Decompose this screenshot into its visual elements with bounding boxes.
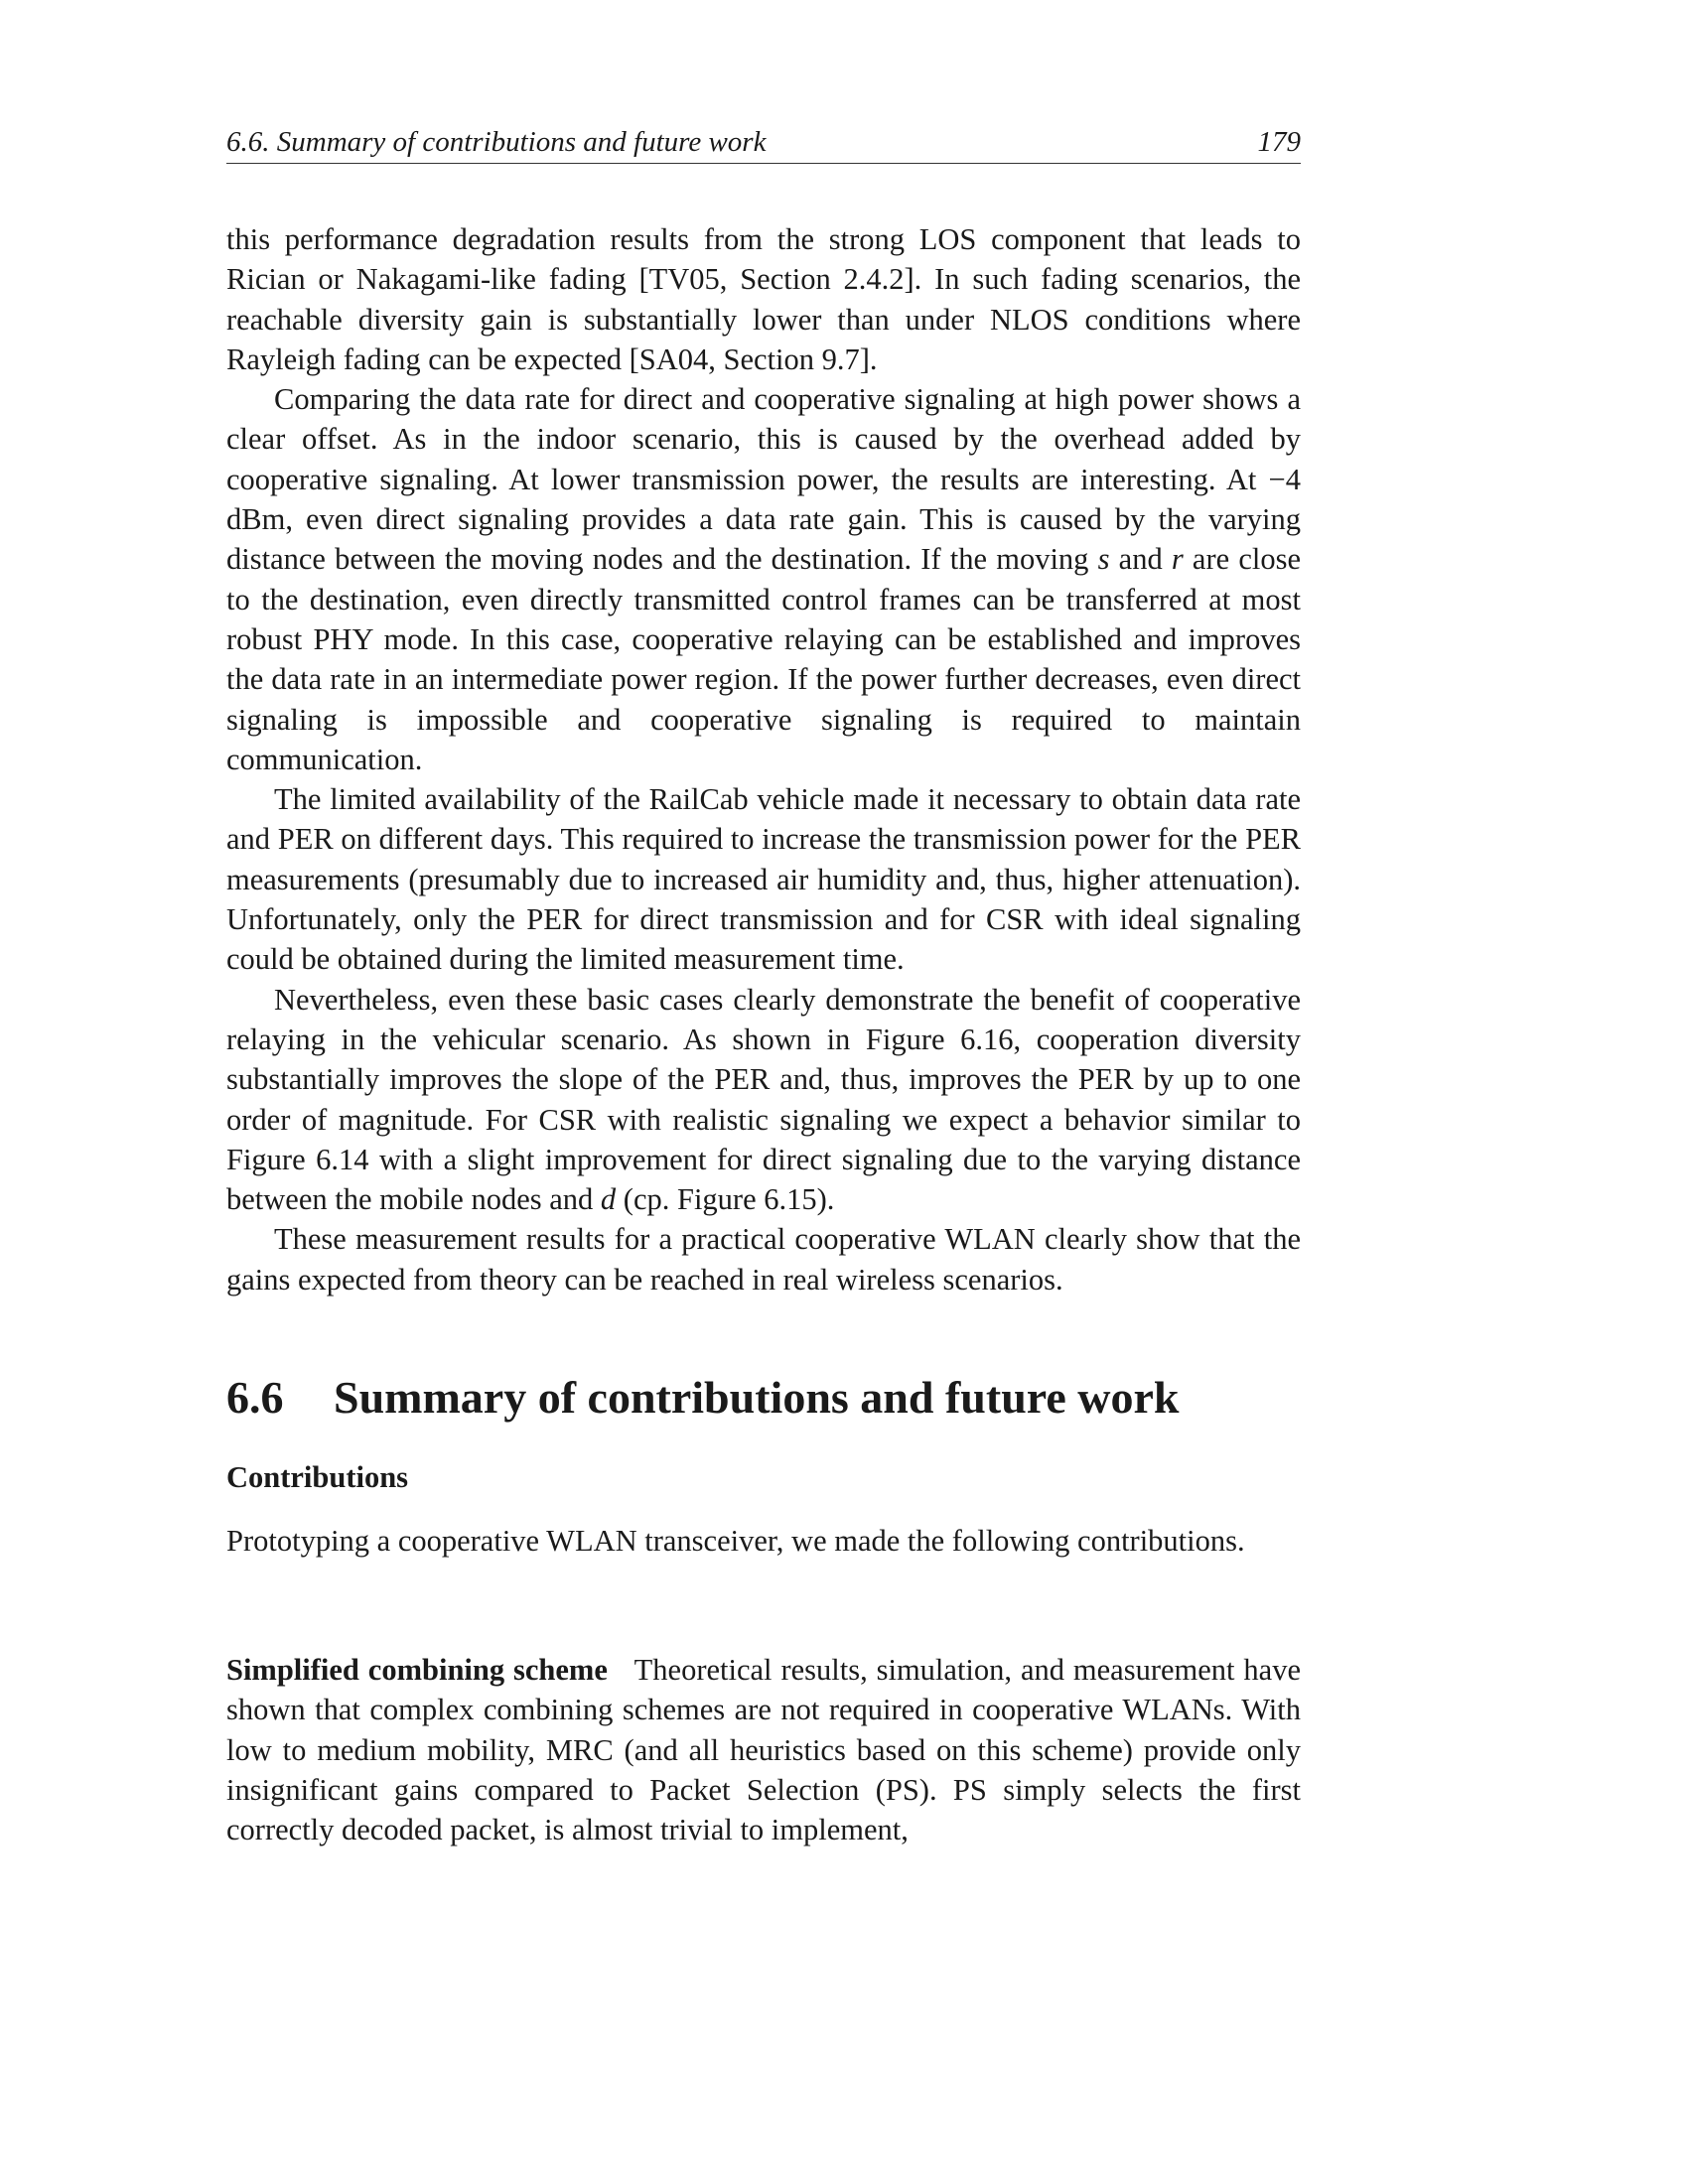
paragraph-1: this performance degradation results from the strong LOS component that leads to Rician or Nakagami-like fading [TV05, Section 2.4.2]. In such fading scenarios, the reachable diversity gain is substantially lower than under NLOS conditions where Rayleigh fading can be expected [SA04, Section 9.7].	[226, 222, 1301, 376]
contributions-heading: Contributions	[226, 1460, 409, 1494]
section-title: Summary of contributions and future work	[334, 1372, 1180, 1423]
body-text-block	[226, 219, 1301, 1299]
page-number: 179	[1257, 126, 1301, 158]
contribution-item-1	[226, 1650, 1301, 1849]
contribution-item-1-label: Simplified combining scheme	[226, 1653, 608, 1687]
running-header-title: 6.6. Summary of contributions and future work	[226, 126, 767, 158]
paragraph-5: These measurement results for a practical cooperative WLAN clearly show that the gains expected from theory can be reached in real wireless scenarios.	[226, 1222, 1301, 1297]
running-header	[226, 125, 1301, 159]
paragraph-4: Nevertheless, even these basic cases clearly demonstrate the benefit of cooperative relaying in the vehicular scenario. As shown in Figure 6.16, cooperation diversity substantially improves the slope of the PER and, thus, improves the PER by up to one order of magnitude. For CSR with realistic signaling we expect a behavior similar to Figure 6.14 with a slight improvement for direct signaling due to the varying distance between the mobile nodes and d (cp. Figure 6.15).	[226, 982, 1301, 1217]
paragraph-3: The limited availability of the RailCab vehicle made it necessary to obtain data rate and PER on different days. This required to increase the transmission power for the PER measurements (presumably due to increased air humidity and, thus, higher attenuation). Unfortunately, only the PER for direct transmission and for CSR with ideal signaling could be obtained during the limited measurement time.	[226, 782, 1301, 977]
contributions-intro	[226, 1521, 1301, 1561]
section-heading	[226, 1370, 1301, 1426]
contributions-intro-text: Prototyping a cooperative WLAN transceiver, we made the following contributions.	[226, 1524, 1245, 1558]
paragraph-2: Comparing the data rate for direct and cooperative signaling at high power shows a clear offset. As in the indoor scenario, this is caused by the overhead added by cooperative signaling. At lower transmission power, the results are interesting. At −4 dBm, even direct signaling provides a data rate gain. This is caused by the varying distance between the moving nodes and the destination. If the moving s and r are close to the destination, even directly transmitted control frames can be transferred at most robust PHY mode. In this case, cooperative relaying can be established and improves the data rate in an intermediate power region. If the power further decreases, even direct signaling is impossible and cooperative signaling is required to maintain communication.	[226, 382, 1301, 776]
section-number: 6.6	[226, 1372, 284, 1423]
header-rule	[226, 163, 1301, 164]
contribution-item-1-text: Theoretical results, simulation, and measurement have shown that complex combining schemes are not required in cooperative WLANs. With low to medium mobility, MRC (and all heuristics based on this scheme) provide only insignificant gains compared to Packet Selection (PS). PS simply selects the first correctly decoded packet, is almost trivial to implement,	[226, 1653, 1302, 1847]
